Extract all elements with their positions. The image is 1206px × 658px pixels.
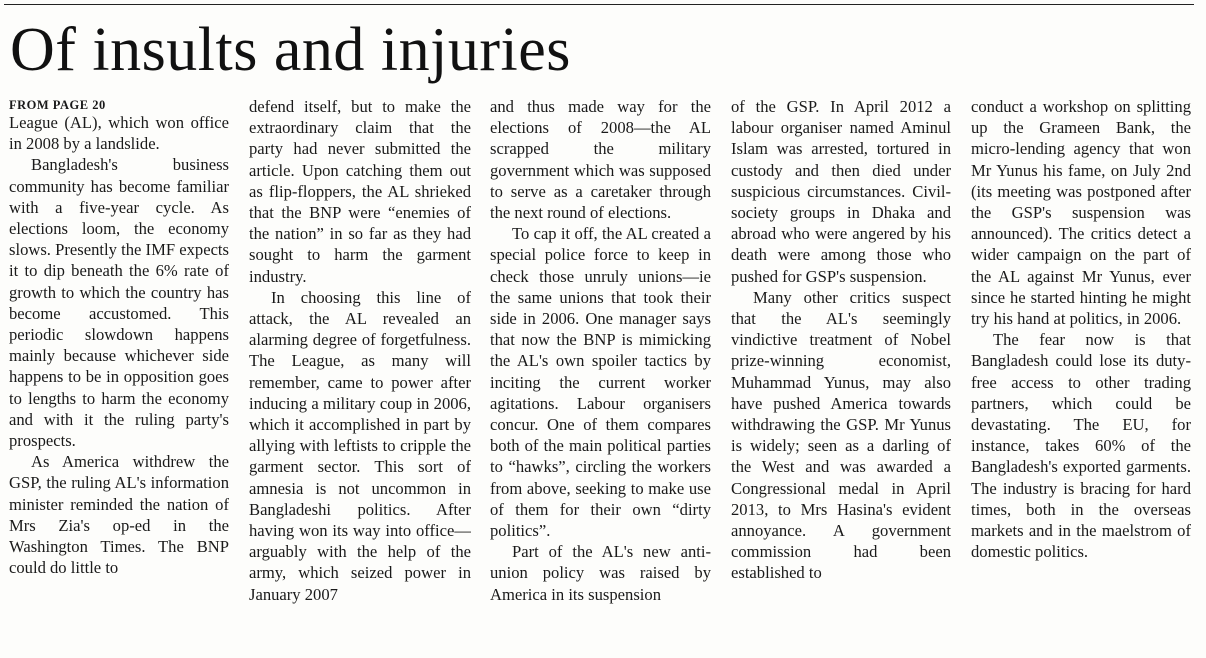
column-5 [971,96,1191,652]
paragraph: As America withdrew the GSP, the ruling AL's information minister reminded the nation of Mrs Zia's op-ed in the Washington Times. The BNP could do little to [9,452,229,578]
paragraph: of the GSP. In April 2012 a labour organiser named Aminul Islam was arrested, tortured in custody and then died under suspicious circumstances. Civil-society groups in Dhaka and abroad who were angered by his death were among those who pushed for GSP's suspension. [731,97,951,286]
column-1 [9,96,229,652]
paragraph: and thus made way for the elections of 2008—the AL scrapped the military government which was supposed to serve as a caretaker through the next round of elections. [490,97,711,223]
top-rule [4,4,1194,5]
column-4 [731,96,951,652]
paragraph: Bangladesh's business community has become familiar with a five-year cycle. As elections loom, the economy slows. Presently the IMF expects it to dip beneath the 6% rate of growth to which the country has become accustomed. This periodic slowdown happens mainly because whichever side happens to be in opposition goes to lengths to harm the economy and with it the ruling party's prospects. [9,155,229,451]
paragraph: Many other critics suspect that the AL's seemingly vindictive treatment of Nobel prize-winning economist, Muhammad Yunus, may also have pushed America towards withdrawing the GSP. Mr Yunus is widely; seen as a darling of the West and was awarded a Congressional medal in April 2013, to Mrs Hasina's evident annoyance. A government commission had been established to [731,287,951,583]
column-3 [490,96,711,652]
paragraph: defend itself, but to make the extraordinary claim that the party had never submitted the article. Upon catching them out as flip-floppers, the AL shrieked that the BNP were “enemies of the nation” in so far as they had sought to harm the garment industry. [249,97,471,286]
column-2 [249,96,471,652]
paragraph: League (AL), which won office in 2008 by a landslide. [9,113,229,154]
continued-from-kicker: FROM PAGE 20 [9,98,106,112]
paragraph: The fear now is that Bangladesh could lose its duty-free access to other trading partners, which could be devastating. The EU, for instance, takes 60% of the Bangladesh's exported garments. The industry is bracing for hard times, both in the overseas markets and in the maelstrom of domestic politics. [971,330,1191,562]
paragraph: Part of the AL's new anti-union policy was raised by America in its suspension [490,542,711,604]
paragraph: To cap it off, the AL created a special police force to keep in check those unruly unions—ie the same unions that took their side in 2006. One manager says that now the BNP is mimicking the AL's own spoiler tactics by inciting the current worker agitations. Labour organisers concur. One of them compares both of the main political parties to “hawks”, circling the workers from above, seeking to make use of them for their own “dirty politics”. [490,224,711,541]
paragraph: conduct a workshop on splitting up the Grameen Bank, the micro-lending agency that won Mr Yunus his fame, on July 2nd (its meeting was postponed after the GSP's suspension was announced). The critics detect a wider campaign on the part of the AL against Mr Yunus, ever since he started hinting he might try his hand at politics, in 2006. [971,97,1191,329]
headline: Of insults and injuries [10,16,571,84]
paragraph: In choosing this line of attack, the AL revealed an alarming degree of forgetfulness. The League, as many will remember, came to power after inducing a military coup in 2006, which it accomplished in part by allying with leftists to cripple the garment sector. This sort of amnesia is not uncommon in Bangladeshi politics. After having won its way into office—arguably with the help of the army, which seized power in January 2007 [249,287,471,604]
